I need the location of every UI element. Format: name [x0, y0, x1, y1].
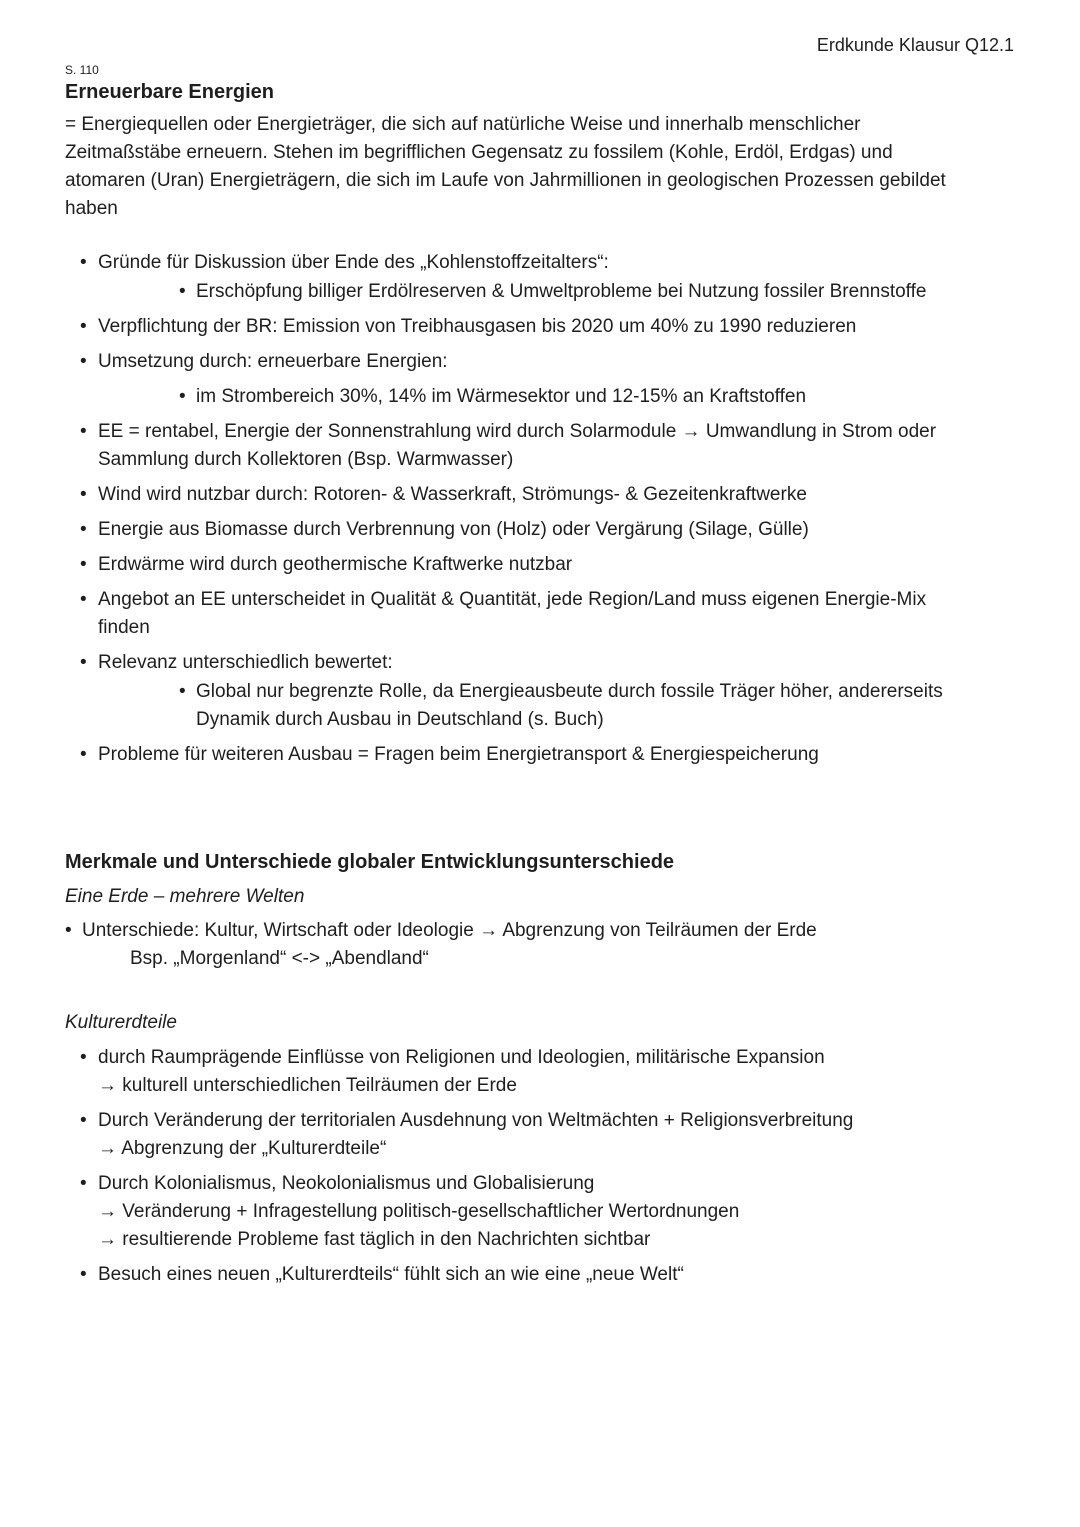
- section-heading-merkmale: Merkmale und Unterschiede globaler Entwicklungsunterschiede: [65, 851, 675, 873]
- list-item: [65, 1261, 1025, 1289]
- list-item-line: finden: [98, 617, 150, 638]
- list-item: [65, 1170, 1025, 1254]
- definition-line: atomaren (Uran) Energieträgern, die sich im Laufe von Jahrmillionen in geologischen Prozessen gebildet: [65, 170, 946, 191]
- sub-list-item: • im Strombereich 30%, 14% im Wärmesektor und 12-15% an Kraftstoffen: [98, 383, 1025, 411]
- bullet-list-energien: [65, 249, 1025, 769]
- sub-list: [98, 383, 1025, 411]
- sub-list-line: • Global nur begrenzte Rolle, da Energieausbeute durch fossile Träger höher, andererseits: [196, 681, 943, 702]
- list-item: • Probleme für weiteren Ausbau = Fragen beim Energietransport & Energiespeicherung: [65, 741, 1025, 769]
- list-item: [65, 418, 1025, 474]
- list-item-text: Relevanz unterschiedlich bewertet:: [98, 652, 393, 673]
- list-item: [65, 1107, 1025, 1163]
- bullet-list-unterschiede: [65, 917, 1025, 973]
- list-item-arrow-line: → Abgrenzung der „Kulturerdteile“: [98, 1138, 387, 1159]
- sub-list: [98, 678, 1025, 734]
- list-item-text: Gründe für Diskussion über Ende des „Kohlenstoffzeitalters“:: [98, 252, 609, 273]
- bullet-list-kulturerdteile: [65, 1044, 1025, 1289]
- subheading-eine-erde: Eine Erde – mehrere Welten: [65, 886, 305, 907]
- list-item-line: • Durch Veränderung der territorialen Ausdehnung von Weltmächten + Religionsverbreitung: [98, 1110, 854, 1131]
- sub-list-line: Dynamik durch Ausbau in Deutschland (s. Buch): [196, 709, 604, 730]
- definition-line: Zeitmaßstäbe erneuern. Stehen im begrifflichen Gegensatz zu fossilem (Kohle, Erdöl, Erdgas) und: [65, 142, 893, 163]
- list-item: • Wind wird nutzbar durch: Rotoren- & Wasserkraft, Strömungs- & Gezeitenkraftwerke: [65, 481, 1025, 509]
- list-item-line: • Unterschiede: Kultur, Wirtschaft oder Ideologie → Abgrenzung von Teilräumen der Erde: [82, 920, 817, 941]
- list-item: [65, 249, 1025, 306]
- list-item-line: • EE = rentabel, Energie der Sonnenstrahlung wird durch Solarmodule → Umwandlung in Strom oder: [98, 421, 937, 442]
- section-heading-erneuerbare-energien: Erneuerbare Energien: [65, 81, 274, 103]
- list-item-line: • Angebot an EE unterscheidet in Qualität & Quantität, jede Region/Land muss eigenen Energie-Mix: [98, 589, 927, 610]
- list-item: [65, 1044, 1025, 1100]
- document-content: [65, 79, 1025, 1289]
- sub-list: [98, 278, 1025, 306]
- list-item-text: Umsetzung durch: erneuerbare Energien:: [98, 351, 448, 372]
- list-item: • Erdwärme wird durch geothermische Kraftwerke nutzbar: [65, 551, 1025, 579]
- list-item: [65, 348, 1025, 411]
- list-item-line: • durch Raumprägende Einflüsse von Religionen und Ideologien, militärische Expansion: [98, 1047, 825, 1068]
- list-item: [65, 586, 1025, 642]
- list-item-arrow-line: → Veränderung + Infragestellung politisch-gesellschaftlicher Wertordnungen: [98, 1201, 740, 1222]
- subheading-kulturerdteile: Kulturerdteile: [65, 1012, 177, 1033]
- list-item: • Energie aus Biomasse durch Verbrennung von (Holz) oder Vergärung (Silage, Gülle): [65, 516, 1025, 544]
- document-header-title: Erdkunde Klausur Q12.1: [816, 35, 1014, 55]
- section-entwicklungsunterschiede: [65, 849, 1025, 1289]
- definition-line: = Energiequellen oder Energieträger, die sich auf natürliche Weise und innerhalb menschlicher: [65, 114, 861, 135]
- list-item-arrow-line: → kulturell unterschiedlichen Teilräumen der Erde: [98, 1075, 517, 1096]
- definition-paragraph: [65, 111, 1025, 223]
- sub-list-item: • Erschöpfung billiger Erdölreserven & Umweltprobleme bei Nutzung fossiler Brennstoffe: [98, 278, 1025, 306]
- list-item: [65, 649, 1025, 734]
- list-item: [65, 917, 1025, 973]
- list-item-line: • Durch Kolonialismus, Neokolonialismus und Globalisierung: [98, 1173, 595, 1194]
- list-item-line: Sammlung durch Kollektoren (Bsp. Warmwasser): [98, 449, 514, 470]
- page-reference: S. 110: [65, 63, 99, 77]
- list-item-arrow-line: → resultierende Probleme fast täglich in den Nachrichten sichtbar: [98, 1229, 651, 1250]
- sub-list-item: [98, 678, 1025, 734]
- list-item-line: • Besuch eines neuen „Kulturerdteils“ fühlt sich an wie eine „neue Welt“: [98, 1264, 684, 1285]
- example-line: Bsp. „Morgenland“ <-> „Abendland“: [130, 948, 429, 969]
- definition-line: haben: [65, 198, 118, 219]
- list-item: • Verpflichtung der BR: Emission von Treibhausgasen bis 2020 um 40% zu 1990 reduzieren: [65, 313, 1025, 341]
